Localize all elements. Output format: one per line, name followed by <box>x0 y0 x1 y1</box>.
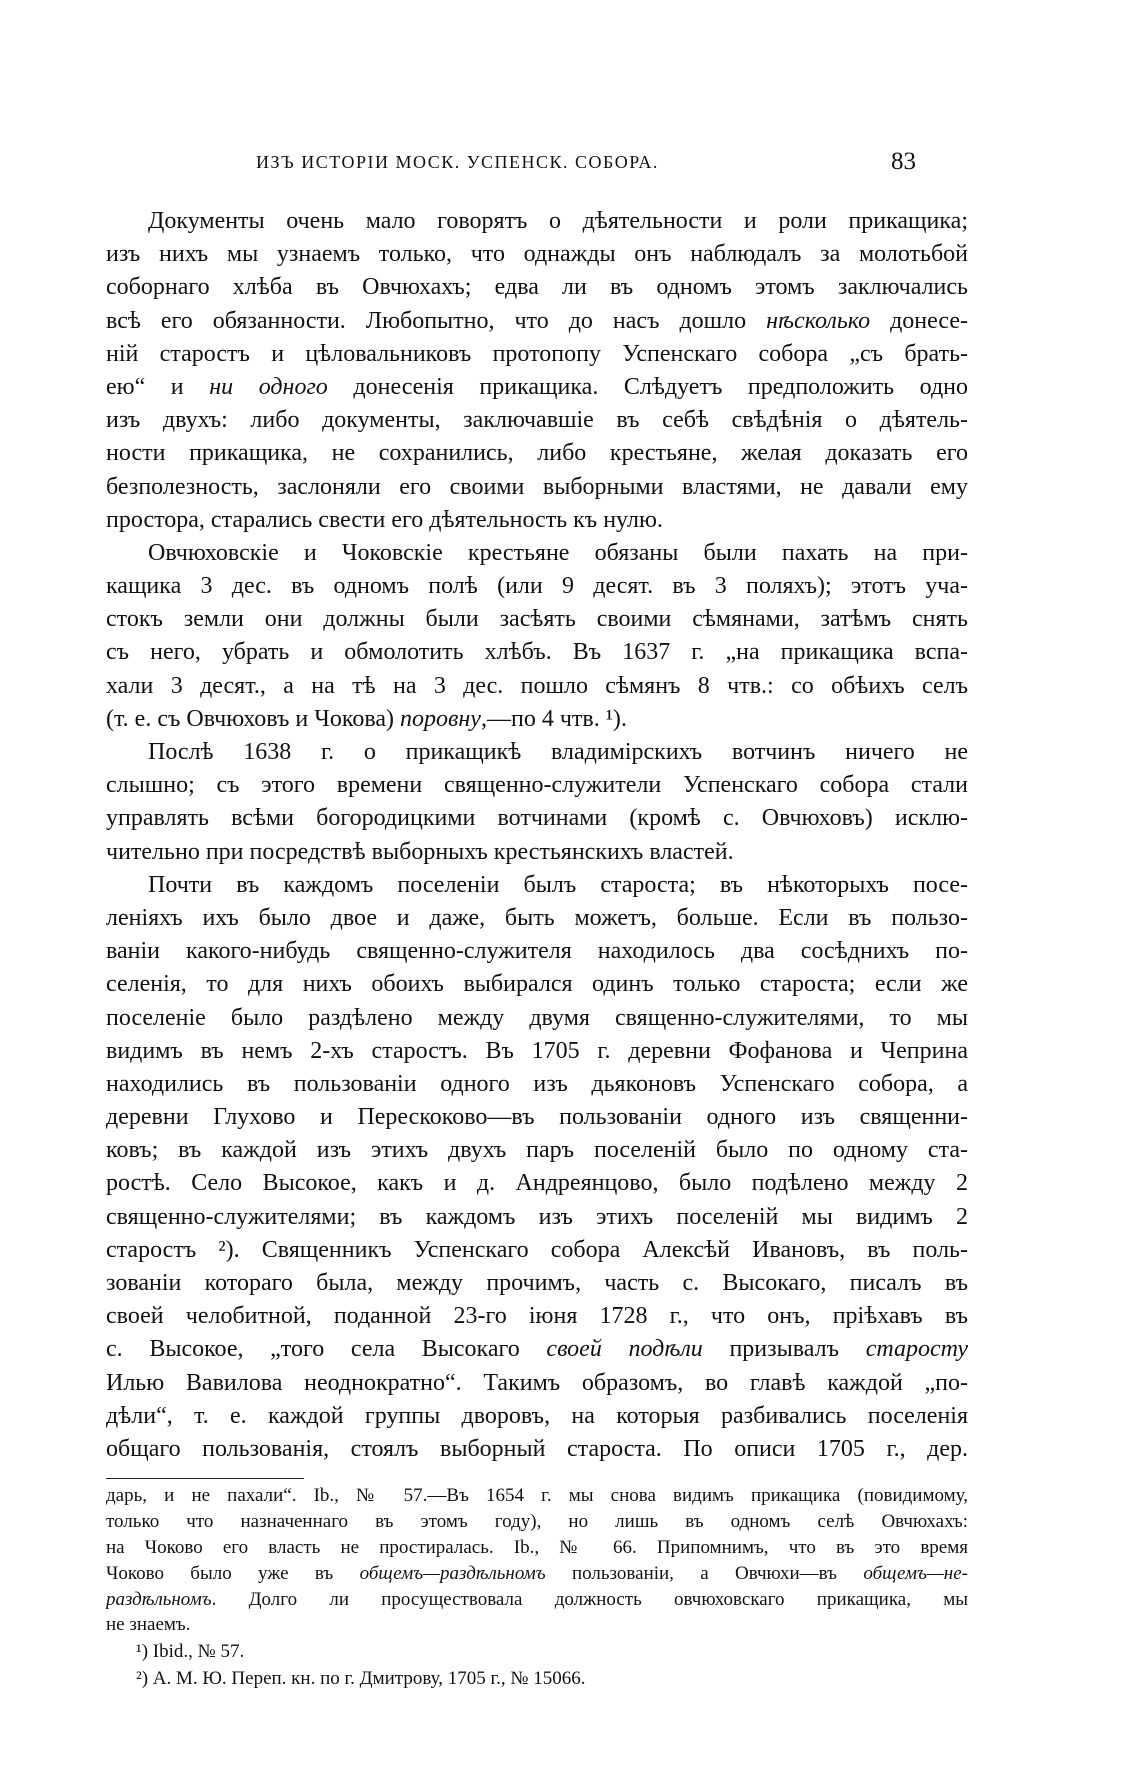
text-line: с. Высокое, „того села Высокаго своей подѣли призывалъ старосту <box>106 1336 968 1363</box>
text-line: Илью Вавилова неоднократно“. Такимъ образомъ, во главѣ каждой „по- <box>106 1369 968 1396</box>
footnote-line: раздѣльномъ. Долго ли просуществовала должность овчюховскаго прикащика, мы <box>106 1588 968 1610</box>
text-line: простора, старались свести его дѣятельность къ нулю. <box>106 506 663 533</box>
text-line: Овчюховскіе и Чоковскіе крестьяне обязаны были пахать на при- <box>148 539 968 566</box>
text-line: ростѣ. Село Высокое, какъ и д. Андреянцово, было подѣлено между 2 <box>106 1170 968 1197</box>
running-header <box>256 148 916 178</box>
text-line: селенія, то для нихъ обоихъ выбирался одинъ только староста; если же <box>106 971 968 998</box>
emphasis: общемъ—не- <box>863 1562 968 1584</box>
text-line: соборнаго хлѣба въ Овчюхахъ; едва ли въ одномъ этомъ заключались <box>106 274 968 301</box>
footnote-line: на Чоково его власть не простиралась. Ib., № 66. Припомнимъ, что въ это время <box>106 1536 968 1558</box>
footnote-text: Ibid., № 57. <box>152 1641 245 1663</box>
text-line: находились въ пользованіи одного изъ дьяконовъ Успенскаго собора, а <box>106 1070 968 1097</box>
emphasis: общемъ—раздѣльномъ <box>359 1562 546 1584</box>
text-line: видимъ въ немъ 2-хъ старостъ. Въ 1705 г. деревни Фофанова и Чеприна <box>106 1037 968 1064</box>
text-line: чительно при посредствѣ выборныхъ крестьянскихъ властей. <box>106 838 734 865</box>
emphasis: нѣсколько <box>766 307 871 334</box>
text-line: ваніи какого-нибудь священно-служителя находилось два сосѣднихъ по- <box>106 938 968 965</box>
text-line: кащика 3 дес. въ одномъ полѣ (или 9 десят. въ 3 поляхъ); этотъ уча- <box>106 573 968 600</box>
footnote-marker: ²) <box>136 1668 149 1690</box>
footnote-marker: ¹) <box>136 1641 149 1663</box>
text-line: всѣ его обязанности. Любопытно, что до насъ дошло нѣсколько донесе- <box>106 307 968 334</box>
text-line: ею“ и ни одного донесенія прикащика. Слѣдуетъ предположить одно <box>106 373 968 400</box>
text-line: слышно; съ этого времени священно-служители Успенскаго собора стали <box>106 772 968 799</box>
emphasis: раздѣльномъ <box>106 1588 212 1610</box>
text-line: ковъ; въ каждой изъ этихъ двухъ паръ поселеній было по одному ста- <box>106 1137 968 1164</box>
text-line: поселеніе было раздѣлено между двумя священно-служителями, то мы <box>106 1004 968 1031</box>
footnote-2 <box>106 1665 968 1692</box>
main-text <box>106 205 968 1466</box>
text-line: съ него, убрать и обмолотить хлѣбъ. Въ 1637 г. „на прикащика вспа- <box>106 639 968 666</box>
text-line: деревни Глухово и Перескоково—въ пользованіи одного изъ священни- <box>106 1104 968 1131</box>
text-line: дѣли“, т. е. каждой группы дворовъ, на которыя разбивались поселенія <box>106 1402 968 1429</box>
emphasis: поровну <box>399 705 481 732</box>
footnote-line: только что назначеннаго въ этомъ году), но лишь въ одномъ селѣ Овчюхахъ: <box>106 1510 968 1532</box>
text-line: безполезность, заслоняли его своими выборными властями, не давали ему <box>106 473 968 500</box>
running-title: ИЗЪ ИСТОРІИ МОСК. УСПЕНСК. СОБОРА. <box>256 152 659 172</box>
page-number: 83 <box>891 148 916 175</box>
footnote-divider <box>106 1478 304 1479</box>
text-line: ній старостъ и цѣловальниковъ протопопу Успенскаго собора „съ брать- <box>106 340 968 367</box>
text-line: управлять всѣми богородицкими вотчинами (кромѣ с. Овчюховъ) исклю- <box>106 805 968 832</box>
text-line: леніяхъ ихъ было двое и даже, быть можетъ, больше. Если въ пользо- <box>106 904 968 931</box>
text-line: изъ нихъ мы узнаемъ только, что однажды онъ наблюдалъ за молотьбой <box>106 241 968 268</box>
text-line: ности прикащика, не сохранились, либо крестьяне, желая доказать его <box>106 440 968 467</box>
emphasis: ни одного <box>209 373 328 400</box>
footnotes <box>106 1483 968 1692</box>
text-line: хали 3 десят., а на тѣ на 3 дес. пошло сѣмянъ 8 чтв.: со обѣихъ селъ <box>106 672 968 699</box>
text-line: старостъ ²). Священникъ Успенскаго собора Алексѣй Ивановъ, въ поль- <box>106 1236 968 1263</box>
text-line: изъ двухъ: либо документы, заключавшіе въ себѣ свѣдѣнія о дѣятель- <box>106 407 968 434</box>
text-line: Документы очень мало говорятъ о дѣятельности и роли прикащика; <box>148 208 968 234</box>
footnote-line: Чоково было уже въ общемъ—раздѣльномъ пользованіи, а Овчюхи—въ общемъ—не- <box>106 1562 968 1584</box>
text-line: (т. е. съ Овчюховъ и Чокова) поровну,—по 4 чтв. ¹). <box>106 705 627 732</box>
footnote-line: не знаемъ. <box>106 1614 191 1636</box>
emphasis: старосту <box>865 1336 968 1363</box>
text-line: общаго пользованія, стоялъ выборный староста. По описи 1705 г., дер. <box>106 1435 968 1462</box>
footnote-line: дарь, и не пахали“. Ib., № 57.—Въ 1654 г. мы снова видимъ прикащика (повидимому, <box>106 1485 968 1506</box>
text-line: Почти въ каждомъ поселеніи былъ староста; въ нѣкоторыхъ посе- <box>148 871 968 898</box>
text-line: стокъ земли они должны были засѣять своими сѣмянами, затѣмъ снять <box>106 606 968 633</box>
text-line: священно-служителями; въ каждомъ изъ этихъ поселеній мы видимъ 2 <box>106 1203 968 1230</box>
footnote-1 <box>106 1638 968 1665</box>
text-line: зованіи котораго была, между прочимъ, часть с. Высокаго, писалъ въ <box>106 1270 968 1296</box>
text-line: своей челобитной, поданной 23-го іюня 1728 г., что онъ, пріѣхавъ въ <box>106 1303 968 1330</box>
text-line: Послѣ 1638 г. о прикащикѣ владимірскихъ вотчинъ ничего не <box>148 739 968 765</box>
footnote-text: А. М. Ю. Переп. кн. по г. Дмитрову, 1705 г., № 15066. <box>152 1668 586 1690</box>
emphasis: своей подѣли <box>546 1336 703 1363</box>
